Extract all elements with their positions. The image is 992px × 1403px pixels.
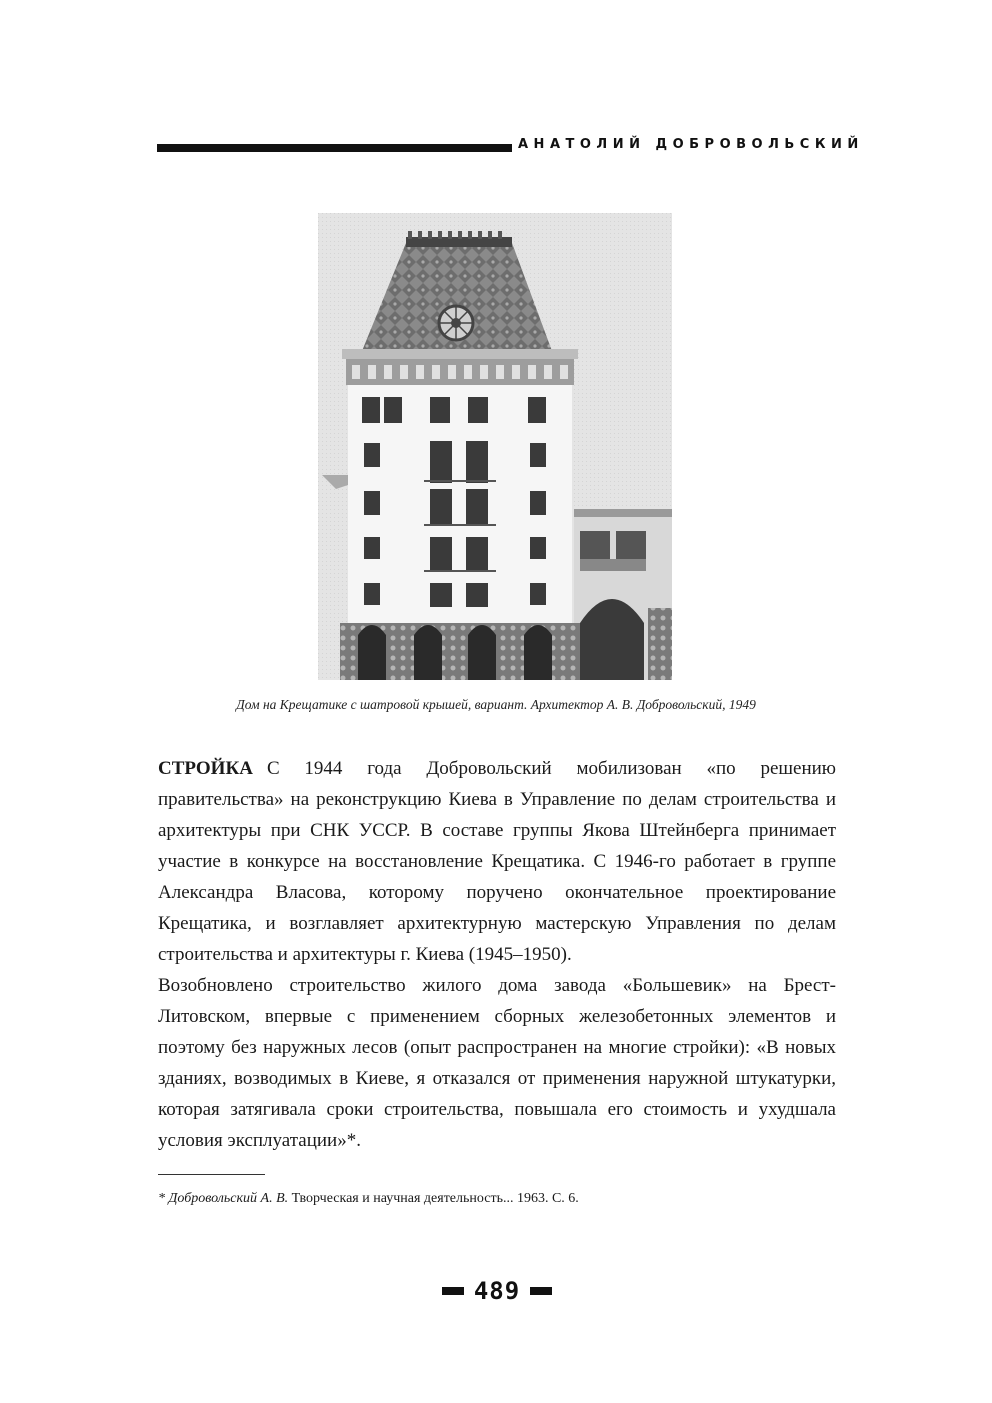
building-illustration <box>318 213 672 680</box>
header-rule <box>157 144 512 152</box>
page-dash-right <box>530 1287 552 1295</box>
paragraph-1 <box>158 753 836 970</box>
footnote-author: * Добровольский А. В. <box>158 1191 289 1206</box>
running-header-author: АНАТОЛИЙ ДОБРОВОЛЬСКИЙ <box>518 137 864 152</box>
page-dash-left <box>442 1287 464 1295</box>
page-footer <box>430 1277 564 1305</box>
figure-caption: Дом на Крещатике с шатровой крышей, вариант. Архитектор А. В. Добровольский, 1949 <box>236 697 756 712</box>
main-text <box>158 753 836 1156</box>
section-title: СТРОЙКА <box>158 758 253 779</box>
page-number: 489 <box>473 1277 521 1305</box>
footnote <box>158 1191 838 1207</box>
paragraph-2: Возобновлено строительство жилого дома завода «Большевик» на Брест-Литовском, впервые с применением сборных железобетонных элементов и поэтому без наружных лесов (опыт распространен на многие стройки): «В новых зданиях, возводимых в Киеве, я отказался от применения наружной штукатурки, которая затягивала сроки строительства, повышала его стоимость и ухудшала условия эксплуатации»*. <box>158 975 836 1151</box>
paragraph-1-text: С 1944 года Добровольский мобилизован «по решению правительства» на реконструкцию Киева в Управление по делам строительства и архитектуры при СНК УССР. В составе группы Якова Штейнберга принимает участие в конкурсе на восстановление Крещатика. С 1946-го работает в группе Александра Власова, которому поручено окончательное проектирование Крещатика, и возглавляет архитектурную мастерскую Управления по делам строительства и архитектуры г. Киева (1945–1950). <box>158 758 836 965</box>
footnote-divider <box>158 1174 265 1175</box>
footnote-text: Творческая и научная деятельность... 1963. С. 6. <box>291 1191 579 1206</box>
